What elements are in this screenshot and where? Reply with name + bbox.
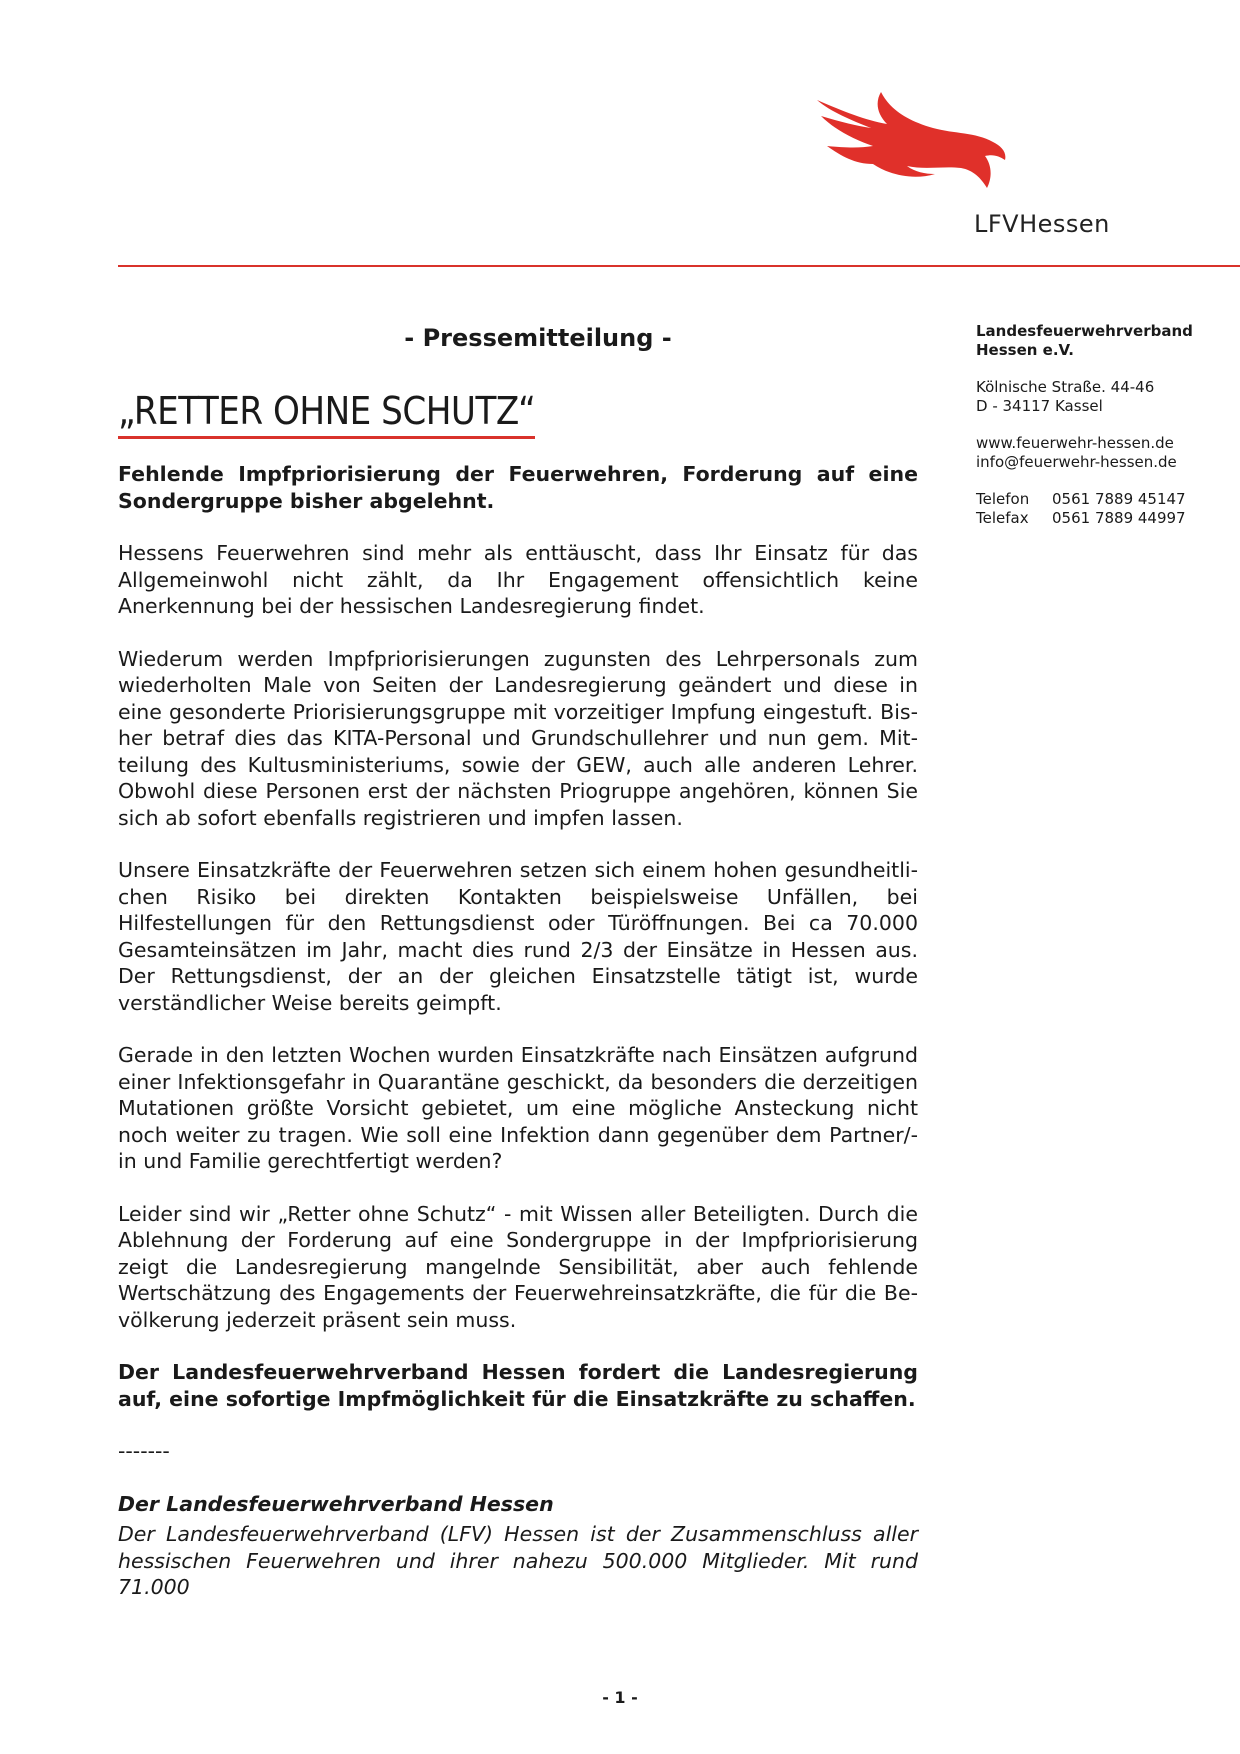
org-name-block <box>976 322 1206 360</box>
phone-number: 0561 7889 45147 <box>1052 490 1186 508</box>
subheadline: Fehlende Impfpriorisierung der Feuerwehren, Forderung auf eine Sondergruppe bisher abgelehnt. <box>118 462 918 513</box>
contact-sidebar <box>976 322 1206 546</box>
paragraph-2: Wiederum werden Impfpriorisierungen zugunsten des Lehrpersonals zum wiederholten Male von Seiten der Landesregierung geändert und diese in eine gesonderte Priorisierungsgruppe mit vorzeitiger Impfung eingestuft. Bisher betraf dies das KITA-Personal und Grundschullehrer und nun gem. Mitteilung des Kultusministeriums, sowie der GEW, auch alle anderen Lehrer. Obwohl diese Personen erst der nächsten Priogruppe angehören, können Sie sich ab sofort ebenfalls registrieren und impfen lassen. <box>118 646 918 830</box>
page-number: - 1 - <box>602 1688 638 1707</box>
phone-row <box>976 490 1206 509</box>
fax-row <box>976 509 1206 528</box>
phone-block <box>976 490 1206 528</box>
logo-wordmark: LFVHessen <box>974 210 1110 238</box>
address-street: Kölnische Straße. 44-46 <box>976 378 1155 396</box>
about-title: Der Landesfeuerwehrverband Hessen <box>118 1491 554 1516</box>
paragraph-1: Hessens Feuerwehren sind mehr als enttäuscht, dass Ihr Einsatz für das Allgemeinwohl nicht zählt, da Ihr Engagement offensichtlich keine Anerkennung bei der hessischen Landesregierung findet. <box>118 541 918 618</box>
headline: „RETTER OHNE SCHUTZ“ <box>118 388 535 439</box>
kicker-pressemitteilung: - Pressemitteilung - <box>404 324 672 352</box>
demand-statement: Der Landesfeuerwehrverband Hessen fordert die Landesregierung auf, eine sofortige Impfmöglichkeit für die Einsatzkräfte zu schaffen. <box>118 1360 918 1411</box>
about-text: Der Landesfeuerwehrverband (LFV) Hessen ist der Zusammenschluss aller hessischen Feuerwehren und ihrer nahezu 500.000 Mitglieder. Mit rund 71.000 <box>118 1522 918 1599</box>
org-name-line2: Hessen e.V. <box>976 341 1074 359</box>
address-city: D - 34117 Kassel <box>976 397 1103 415</box>
press-release-body <box>118 320 918 1601</box>
email-link[interactable]: info@feuerwehr-hessen.de <box>976 453 1177 471</box>
web-block <box>976 434 1206 472</box>
flame-icon <box>817 92 1005 188</box>
fax-label: Telefax <box>976 509 1029 527</box>
header-divider <box>118 265 1240 267</box>
fax-number: 0561 7889 44997 <box>1052 509 1186 527</box>
phone-label: Telefon <box>976 490 1030 508</box>
address-block <box>976 378 1206 416</box>
paragraph-3: Unsere Einsatzkräfte der Feuerwehren setzen sich einem hohen gesundheitlichen Risiko bei direkten Kontakten beispielsweise Unfällen, bei Hilfestellungen für den Rettungsdienst oder Türöffnungen. Bei ca 70.000 Gesamteinsätzen im Jahr, macht dies rund 2/3 der Einsätze in Hessen aus. Der Rettungsdienst, der an der gleichen Einsatzstelle tätigt ist, wurde verständlicher Weise bereits geimpft. <box>118 858 918 1015</box>
lfv-flame-logo <box>815 90 1015 210</box>
separator-line: ------- <box>118 1439 170 1463</box>
headline-wrap <box>118 388 918 439</box>
org-name-line1: Landesfeuerwehrverband <box>976 322 1193 340</box>
paragraph-5: Leider sind wir „Retter ohne Schutz“ - mit Wissen aller Beteiligten. Durch die Ablehnung der Forderung auf eine Sondergruppe in der Impfpriorisierung zeigt die Landesregierung mangelnde Sensibilität, aber auch fehlende Wertschätzung des Engagements der Feuerwehreinsatzkräfte, die für die Bevölkerung jederzeit präsent sein muss. <box>118 1201 918 1332</box>
paragraph-4: Gerade in den letzten Wochen wurden Einsatzkräfte nach Einsätzen aufgrund einer Infektionsgefahr in Quarantäne geschickt, da besonders die derzeitigen Mutationen größte Vorsicht gebietet, um eine mögliche Ansteckung nicht noch weiter zu tragen. Wie soll eine Infektion dann gegenüber dem Partner/-in und Familie gerechtfertigt werden? <box>118 1043 918 1173</box>
website-link[interactable]: www.feuerwehr-hessen.de <box>976 434 1174 452</box>
